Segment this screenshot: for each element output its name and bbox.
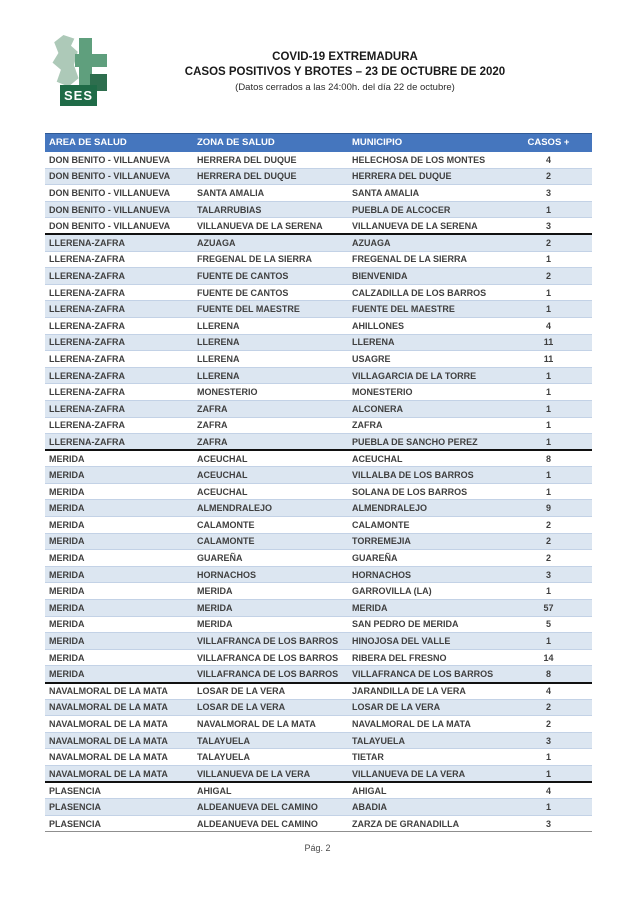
table-row — [45, 666, 592, 683]
cell-municipio: SOLANA DE LOS BARROS — [348, 483, 505, 500]
table-row — [45, 301, 592, 318]
cell-municipio: USAGRE — [348, 351, 505, 368]
report-note: (Datos cerrados a las 24:00h. del día 22 de octubre) — [235, 82, 455, 93]
cell-municipio: GUAREÑA — [348, 550, 505, 567]
cell-area-de-salud: MERIDA — [45, 450, 193, 467]
cell-casos: 9 — [505, 500, 592, 517]
table-row — [45, 317, 592, 334]
cell-area-de-salud: DON BENITO - VILLANUEVA — [45, 168, 193, 185]
table-row — [45, 749, 592, 766]
cell-municipio: VILLANUEVA DE LA VERA — [348, 765, 505, 782]
cell-zona-de-salud: ZAFRA — [193, 400, 348, 417]
cell-municipio: JARANDILLA DE LA VERA — [348, 683, 505, 700]
cell-zona-de-salud: NAVALMORAL DE LA MATA — [193, 716, 348, 733]
cell-area-de-salud: NAVALMORAL DE LA MATA — [45, 749, 193, 766]
cell-area-de-salud: LLERENA-ZAFRA — [45, 268, 193, 285]
cell-municipio: HORNACHOS — [348, 566, 505, 583]
cell-zona-de-salud: FUENTE DEL MAESTRE — [193, 301, 348, 318]
cell-municipio: TALAYUELA — [348, 732, 505, 749]
cell-municipio: ALMENDRALEJO — [348, 500, 505, 517]
cell-municipio: TIETAR — [348, 749, 505, 766]
cell-area-de-salud: MERIDA — [45, 533, 193, 550]
cell-casos: 1 — [505, 284, 592, 301]
cell-municipio: PUEBLA DE SANCHO PEREZ — [348, 434, 505, 451]
cell-area-de-salud: MERIDA — [45, 649, 193, 666]
cell-area-de-salud: LLERENA-ZAFRA — [45, 384, 193, 401]
cell-zona-de-salud: FUENTE DE CANTOS — [193, 284, 348, 301]
cell-casos: 2 — [505, 699, 592, 716]
cell-municipio: ZAFRA — [348, 417, 505, 434]
cell-zona-de-salud: LLERENA — [193, 317, 348, 334]
cell-zona-de-salud: ALMENDRALEJO — [193, 500, 348, 517]
cell-casos: 11 — [505, 351, 592, 368]
cell-municipio: CALZADILLA DE LOS BARROS — [348, 284, 505, 301]
cell-zona-de-salud: HERRERA DEL DUQUE — [193, 168, 348, 185]
table-row — [45, 799, 592, 816]
cell-municipio: ABADIA — [348, 799, 505, 816]
cases-table — [45, 133, 592, 832]
cell-municipio: FREGENAL DE LA SIERRA — [348, 251, 505, 268]
cell-zona-de-salud: VILLANUEVA DE LA VERA — [193, 765, 348, 782]
ses-logo-text: SES — [60, 85, 97, 106]
page-number: Pág. 2 — [304, 843, 331, 853]
cell-area-de-salud: DON BENITO - VILLANUEVA — [45, 218, 193, 235]
table-row — [45, 566, 592, 583]
table-row — [45, 367, 592, 384]
cell-casos: 2 — [505, 716, 592, 733]
table-row — [45, 268, 592, 285]
table-row — [45, 334, 592, 351]
table-row — [45, 201, 592, 218]
cell-municipio: SAN PEDRO DE MERIDA — [348, 616, 505, 633]
cell-area-de-salud: LLERENA-ZAFRA — [45, 301, 193, 318]
cell-zona-de-salud: AHIGAL — [193, 782, 348, 799]
cell-area-de-salud: LLERENA-ZAFRA — [45, 317, 193, 334]
cell-casos: 2 — [505, 268, 592, 285]
cell-area-de-salud: MERIDA — [45, 500, 193, 517]
table-row — [45, 533, 592, 550]
cell-zona-de-salud: LOSAR DE LA VERA — [193, 683, 348, 700]
cell-zona-de-salud: TALARRUBIAS — [193, 201, 348, 218]
column-header-area: AREA DE SALUD — [45, 134, 193, 152]
cell-area-de-salud: DON BENITO - VILLANUEVA — [45, 152, 193, 169]
table-row — [45, 434, 592, 451]
cell-zona-de-salud: MONESTERIO — [193, 384, 348, 401]
cell-zona-de-salud: TALAYUELA — [193, 732, 348, 749]
cell-zona-de-salud: VILLANUEVA DE LA SERENA — [193, 218, 348, 235]
cell-casos: 3 — [505, 218, 592, 235]
cell-municipio: GARROVILLA (LA) — [348, 583, 505, 600]
cases-table-container — [45, 133, 592, 832]
table-row — [45, 600, 592, 617]
cell-zona-de-salud: GUAREÑA — [193, 550, 348, 567]
cell-municipio: HERRERA DEL DUQUE — [348, 168, 505, 185]
cell-area-de-salud: PLASENCIA — [45, 782, 193, 799]
cell-zona-de-salud: MERIDA — [193, 583, 348, 600]
cell-casos: 4 — [505, 683, 592, 700]
cell-casos: 1 — [505, 633, 592, 650]
cell-casos: 1 — [505, 201, 592, 218]
cell-casos: 1 — [505, 467, 592, 484]
cell-municipio: AHIGAL — [348, 782, 505, 799]
cell-casos: 8 — [505, 450, 592, 467]
cell-area-de-salud: PLASENCIA — [45, 799, 193, 816]
cell-casos: 3 — [505, 566, 592, 583]
report-subtitle: CASOS POSITIVOS Y BROTES – 23 DE OCTUBRE DE 2020 — [184, 66, 506, 78]
cell-zona-de-salud: VILLAFRANCA DE LOS BARROS — [193, 633, 348, 650]
cell-casos: 3 — [505, 815, 592, 832]
cell-area-de-salud: MERIDA — [45, 666, 193, 683]
cell-municipio: LOSAR DE LA VERA — [348, 699, 505, 716]
report-header — [120, 50, 570, 94]
cell-casos: 2 — [505, 533, 592, 550]
table-row — [45, 218, 592, 235]
cell-municipio: VILLAGARCIA DE LA TORRE — [348, 367, 505, 384]
cell-area-de-salud: LLERENA-ZAFRA — [45, 367, 193, 384]
cell-casos: 57 — [505, 600, 592, 617]
cell-area-de-salud: LLERENA-ZAFRA — [45, 400, 193, 417]
cell-municipio: MONESTERIO — [348, 384, 505, 401]
cell-area-de-salud: DON BENITO - VILLANUEVA — [45, 185, 193, 202]
cell-municipio: MERIDA — [348, 600, 505, 617]
cell-zona-de-salud: ACEUCHAL — [193, 467, 348, 484]
cell-casos: 2 — [505, 517, 592, 534]
cell-municipio: SANTA AMALIA — [348, 185, 505, 202]
cell-casos: 1 — [505, 749, 592, 766]
logo-cross-icon-arm — [75, 54, 107, 67]
cell-zona-de-salud: HORNACHOS — [193, 566, 348, 583]
cell-casos: 3 — [505, 185, 592, 202]
cell-area-de-salud: MERIDA — [45, 483, 193, 500]
cell-zona-de-salud: TALAYUELA — [193, 749, 348, 766]
cell-zona-de-salud: MERIDA — [193, 616, 348, 633]
cell-municipio: HINOJOSA DEL VALLE — [348, 633, 505, 650]
cell-municipio: AHILLONES — [348, 317, 505, 334]
table-row — [45, 500, 592, 517]
cell-casos: 1 — [505, 384, 592, 401]
cell-municipio: VILLALBA DE LOS BARROS — [348, 467, 505, 484]
cell-casos: 1 — [505, 400, 592, 417]
cell-casos: 1 — [505, 367, 592, 384]
table-row — [45, 467, 592, 484]
cell-casos: 8 — [505, 666, 592, 683]
table-row — [45, 583, 592, 600]
cell-casos: 3 — [505, 732, 592, 749]
table-row — [45, 152, 592, 169]
cell-municipio: CALAMONTE — [348, 517, 505, 534]
column-header-zona: ZONA DE SALUD — [193, 134, 348, 152]
cell-zona-de-salud: CALAMONTE — [193, 533, 348, 550]
table-row — [45, 699, 592, 716]
table-row — [45, 616, 592, 633]
table-header-row — [45, 134, 592, 152]
cell-area-de-salud: LLERENA-ZAFRA — [45, 417, 193, 434]
cell-municipio: BIENVENIDA — [348, 268, 505, 285]
cell-casos: 1 — [505, 251, 592, 268]
cell-zona-de-salud: ACEUCHAL — [193, 483, 348, 500]
table-row — [45, 284, 592, 301]
ses-logo — [49, 32, 111, 106]
cell-zona-de-salud: ALDEANUEVA DEL CAMINO — [193, 815, 348, 832]
cell-municipio: AZUAGA — [348, 234, 505, 251]
cell-municipio: PUEBLA DE ALCOCER — [348, 201, 505, 218]
cell-area-de-salud: MERIDA — [45, 467, 193, 484]
cell-zona-de-salud: ALDEANUEVA DEL CAMINO — [193, 799, 348, 816]
cell-area-de-salud: MERIDA — [45, 566, 193, 583]
cell-municipio: HELECHOSA DE LOS MONTES — [348, 152, 505, 169]
cell-casos: 1 — [505, 583, 592, 600]
cell-municipio: VILLANUEVA DE LA SERENA — [348, 218, 505, 235]
table-row — [45, 782, 592, 799]
cell-casos: 14 — [505, 649, 592, 666]
cell-casos: 2 — [505, 234, 592, 251]
cell-area-de-salud: LLERENA-ZAFRA — [45, 334, 193, 351]
cell-casos: 1 — [505, 799, 592, 816]
cell-area-de-salud: MERIDA — [45, 633, 193, 650]
cell-casos: 1 — [505, 301, 592, 318]
table-row — [45, 450, 592, 467]
cell-area-de-salud: NAVALMORAL DE LA MATA — [45, 683, 193, 700]
cell-zona-de-salud: MERIDA — [193, 600, 348, 617]
cell-zona-de-salud: LOSAR DE LA VERA — [193, 699, 348, 716]
table-row — [45, 168, 592, 185]
column-header-municipio: MUNICIPIO — [348, 134, 505, 152]
cell-zona-de-salud: VILLAFRANCA DE LOS BARROS — [193, 649, 348, 666]
table-row — [45, 550, 592, 567]
cell-casos: 11 — [505, 334, 592, 351]
table-row — [45, 633, 592, 650]
cell-zona-de-salud: VILLAFRANCA DE LOS BARROS — [193, 666, 348, 683]
table-row — [45, 400, 592, 417]
table-row — [45, 384, 592, 401]
cell-casos: 1 — [505, 417, 592, 434]
cell-zona-de-salud: LLERENA — [193, 351, 348, 368]
table-row — [45, 351, 592, 368]
cell-area-de-salud: PLASENCIA — [45, 815, 193, 832]
cell-area-de-salud: MERIDA — [45, 616, 193, 633]
cell-municipio: ALCONERA — [348, 400, 505, 417]
cell-zona-de-salud: FUENTE DE CANTOS — [193, 268, 348, 285]
cell-municipio: FUENTE DEL MAESTRE — [348, 301, 505, 318]
cell-area-de-salud: DON BENITO - VILLANUEVA — [45, 201, 193, 218]
table-row — [45, 815, 592, 832]
cell-zona-de-salud: SANTA AMALIA — [193, 185, 348, 202]
cell-area-de-salud: MERIDA — [45, 583, 193, 600]
table-row — [45, 483, 592, 500]
cell-casos: 4 — [505, 317, 592, 334]
cell-zona-de-salud: ZAFRA — [193, 417, 348, 434]
cell-municipio: NAVALMORAL DE LA MATA — [348, 716, 505, 733]
cell-area-de-salud: LLERENA-ZAFRA — [45, 284, 193, 301]
cell-zona-de-salud: FREGENAL DE LA SIERRA — [193, 251, 348, 268]
cell-casos: 2 — [505, 168, 592, 185]
cell-zona-de-salud: LLERENA — [193, 334, 348, 351]
cell-area-de-salud: LLERENA-ZAFRA — [45, 351, 193, 368]
cell-municipio: TORREMEJIA — [348, 533, 505, 550]
table-row — [45, 732, 592, 749]
cell-area-de-salud: LLERENA-ZAFRA — [45, 251, 193, 268]
cell-municipio: ZARZA DE GRANADILLA — [348, 815, 505, 832]
cell-municipio: RIBERA DEL FRESNO — [348, 649, 505, 666]
cell-casos: 4 — [505, 782, 592, 799]
cell-area-de-salud: NAVALMORAL DE LA MATA — [45, 765, 193, 782]
cell-municipio: LLERENA — [348, 334, 505, 351]
cell-casos: 1 — [505, 483, 592, 500]
cell-zona-de-salud: HERRERA DEL DUQUE — [193, 152, 348, 169]
cell-casos: 2 — [505, 550, 592, 567]
cell-area-de-salud: NAVALMORAL DE LA MATA — [45, 699, 193, 716]
table-row — [45, 716, 592, 733]
column-header-casos: CASOS + — [505, 134, 592, 152]
cell-casos: 1 — [505, 434, 592, 451]
cell-area-de-salud: LLERENA-ZAFRA — [45, 234, 193, 251]
cell-municipio: ACEUCHAL — [348, 450, 505, 467]
cell-zona-de-salud: ACEUCHAL — [193, 450, 348, 467]
cell-area-de-salud: NAVALMORAL DE LA MATA — [45, 716, 193, 733]
table-row — [45, 765, 592, 782]
table-row — [45, 683, 592, 700]
table-row — [45, 234, 592, 251]
cell-casos: 5 — [505, 616, 592, 633]
cell-municipio: VILLAFRANCA DE LOS BARROS — [348, 666, 505, 683]
table-row — [45, 251, 592, 268]
cell-zona-de-salud: ZAFRA — [193, 434, 348, 451]
cell-zona-de-salud: AZUAGA — [193, 234, 348, 251]
table-row — [45, 417, 592, 434]
report-title: COVID-19 EXTREMADURA — [272, 51, 418, 63]
cell-area-de-salud: MERIDA — [45, 517, 193, 534]
cell-area-de-salud: NAVALMORAL DE LA MATA — [45, 732, 193, 749]
cell-zona-de-salud: CALAMONTE — [193, 517, 348, 534]
cell-area-de-salud: LLERENA-ZAFRA — [45, 434, 193, 451]
cell-zona-de-salud: LLERENA — [193, 367, 348, 384]
table-row — [45, 517, 592, 534]
cell-casos: 4 — [505, 152, 592, 169]
cell-area-de-salud: MERIDA — [45, 600, 193, 617]
table-row — [45, 185, 592, 202]
table-row — [45, 649, 592, 666]
cell-area-de-salud: MERIDA — [45, 550, 193, 567]
cell-casos: 1 — [505, 765, 592, 782]
